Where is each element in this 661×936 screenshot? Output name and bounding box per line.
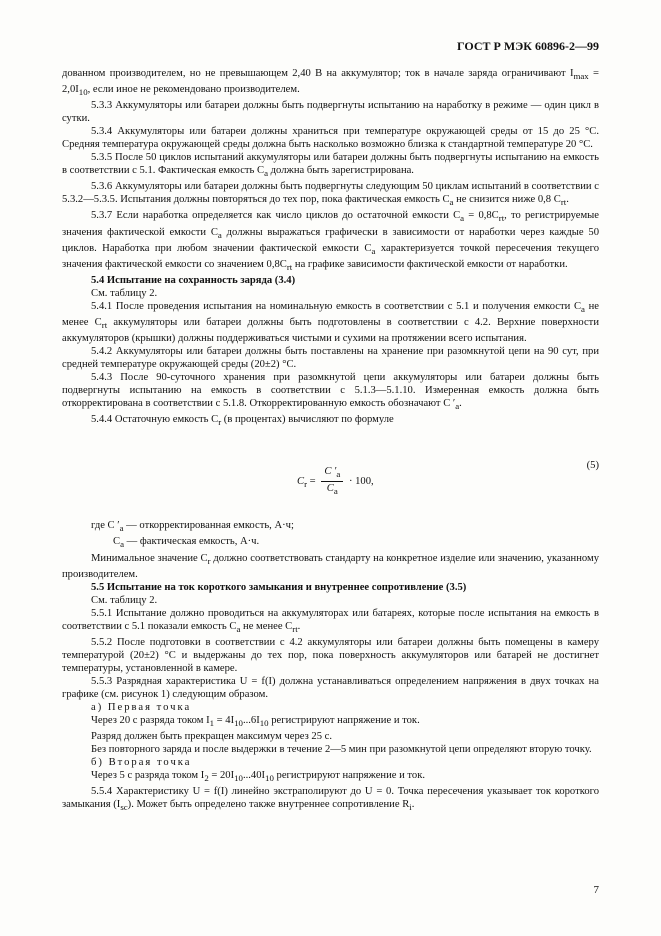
paragraph-5-4-1: 5.4.1 После проведения испытания на номинальную емкость в соответствии с 5.1 и получения емкости $C_a$ не менее $C_{rt}$ аккумуляторы или батареи должны быть подготовлены в соответствии с 4.2. Верхние поверхности аккумуляторов (крышки) должны поддерживаться чистыми и сухими на протяжении всего испытания. <box>62 300 599 345</box>
paragraph-5-3-5: 5.3.5 После 50 циклов испытаний аккумуляторы или батареи должны быть подвергнуты испытанию на емкость в соответствии с 5.1. Фактическая емкость $C_a$ должна быть зарегистрирована. <box>62 152 599 179</box>
formula-legend-1: где C $'_a$ — откорректированная емкость, А·ч; <box>91 520 294 534</box>
page-number: 7 <box>593 884 599 896</box>
formula-expression: $C_r$ = $\frac{C '_a}{C_a}$ · 100, <box>297 466 374 497</box>
document-body <box>62 67 599 814</box>
point-a-label: а) Первая точка <box>91 701 192 713</box>
formula-fraction: $\frac{C '_a}{C_a}$ <box>321 465 343 498</box>
formula-5 <box>62 435 599 509</box>
point-b-label: б) Вторая точка <box>91 756 192 768</box>
paragraph-5-4-3: 5.4.3 После 90-суточного хранения при разомкнутой цепи аккумуляторы или батареи должны быть подвергнуты испытанию на емкость в соответствии с 5.1.3—5.1.10. Измеренная емкость должна быть откорректирована в соответствии с 5.1.8. Откорректированную емкость обозначают C $'_a$. <box>62 372 599 412</box>
paragraph-5-3-7: 5.3.7 Если наработка определяется как число циклов до остаточной емкости $C_a = 0,8C_{rt}$, то регистрируемые значения фактической емкости $C_a$ должны выражаться графически в зависимости от наработки через каждые 50 циклов. Наработка при любом значении фактической емкости $C_a$ характеризуется точкой пересечения текущего значения фактической емкости со значением $0,8C_{rt}$ на графике зависимости фактической емкости от наработки. <box>62 210 599 272</box>
paragraph-5-5-1: 5.5.1 Испытание должно проводиться на аккумуляторах или батареях, которые после испытания на емкость в соответствии с 5.1 показали емкость $C_a$ не менее $C_{rt}$. <box>62 607 599 634</box>
point-a-step-2: Разряд должен быть прекращен максимум через 25 с. <box>91 730 333 742</box>
standard-header: ГОСТ Р МЭК 60896-2—99 <box>457 39 599 53</box>
paragraph-5-4-4: 5.4.4 Остаточную емкость $C_r$ (в процентах) вычисляют по формуле <box>91 414 394 428</box>
paragraph-minimum-value: Минимальное значение $C_r$ должно соответствовать стандарту на конкретное изделие или значению, указанному производителем. <box>62 552 599 580</box>
point-a-step-3: Без повторного заряда и после выдержки в течение 2—5 мин при разомкнутой цепи определяют вторую точку. <box>91 743 592 755</box>
paragraph-5-3-4: 5.3.4 Аккумуляторы или батареи должны храниться при температуре окружающей среды от 15 до 25 °C. Средняя температура окружающей среды должна быть насколько возможно близка к стандартной температуре 20 °C. <box>62 126 599 151</box>
point-b-step-1: Через 5 с разряда током $I_2 = 20I_{10}...40I_{10}$ регистрируют напряжение и ток. <box>91 769 426 783</box>
formula-number: (5) <box>586 460 599 472</box>
point-a-step-1: Через 20 с разряда током $I_1 = 4I_{10}...6I_{10}$ регистрируют напряжение и ток. <box>91 714 420 728</box>
section-heading-5-4: 5.4 Испытание на сохранность заряда (3.4) <box>91 274 296 286</box>
paragraph-5-5-3: 5.5.3 Разрядная характеристика U = f(I) должна устанавливаться определением напряжения в двух точках на графике (см. рисунок 1) следующим образом. <box>62 675 599 700</box>
formula-legend-2: $C_a$ — фактическая емкость, А·ч. <box>113 536 260 550</box>
section-heading-5-5: 5.5 Испытание на ток короткого замыкания и внутреннее сопротивление (3.5) <box>91 581 467 593</box>
table-reference: См. таблицу 2. <box>91 287 158 299</box>
paragraph-5-3-3: 5.3.3 Аккумуляторы или батареи должны быть подвергнуты испытанию на наработку в режиме — один цикл в сутки. <box>62 100 599 125</box>
table-reference: См. таблицу 2. <box>91 594 158 606</box>
paragraph-5-5-4: 5.5.4 Характеристику U = f(I) линейно экстраполируют до U = 0. Точка пересечения указывает ток короткого замыкания $(I_{sc})$. Может быть определено также внутреннее сопротивление $R_i$. <box>62 785 599 813</box>
paragraph-5-4-2: 5.4.2 Аккумуляторы или батареи должны быть поставлены на хранение при разомкнутой цепи на 90 сут, при средней температуре окружающей среды (20±2) °C. <box>62 346 599 371</box>
paragraph-continuation: дованном производителем, но не превышающем 2,40 В на аккумулятор; ток в начале заряда ограничивают $I_{max} = 2,0I_{10}$, если иное не рекомендовано производителем. <box>62 68 600 98</box>
paragraph-5-3-6: 5.3.6 Аккумуляторы или батареи должны быть подвергнуты следующим 50 циклам испытаний в соответствии с 5.3.2—5.3.5. Испытания должны повторяться до тех пор, пока фактическая емкость $C_a$ не снизится ниже 0,8 $C_{rt}$. <box>62 181 599 208</box>
paragraph-5-5-2: 5.5.2 После подготовки в соответствии с 4.2 аккумуляторы или батареи должны быть помещены в камеру температурой (20±2) °C и выдержаны до тех пор, пока поверхность аккумуляторов или батарей не достигнет температуры, установленной в камере. <box>62 636 599 674</box>
